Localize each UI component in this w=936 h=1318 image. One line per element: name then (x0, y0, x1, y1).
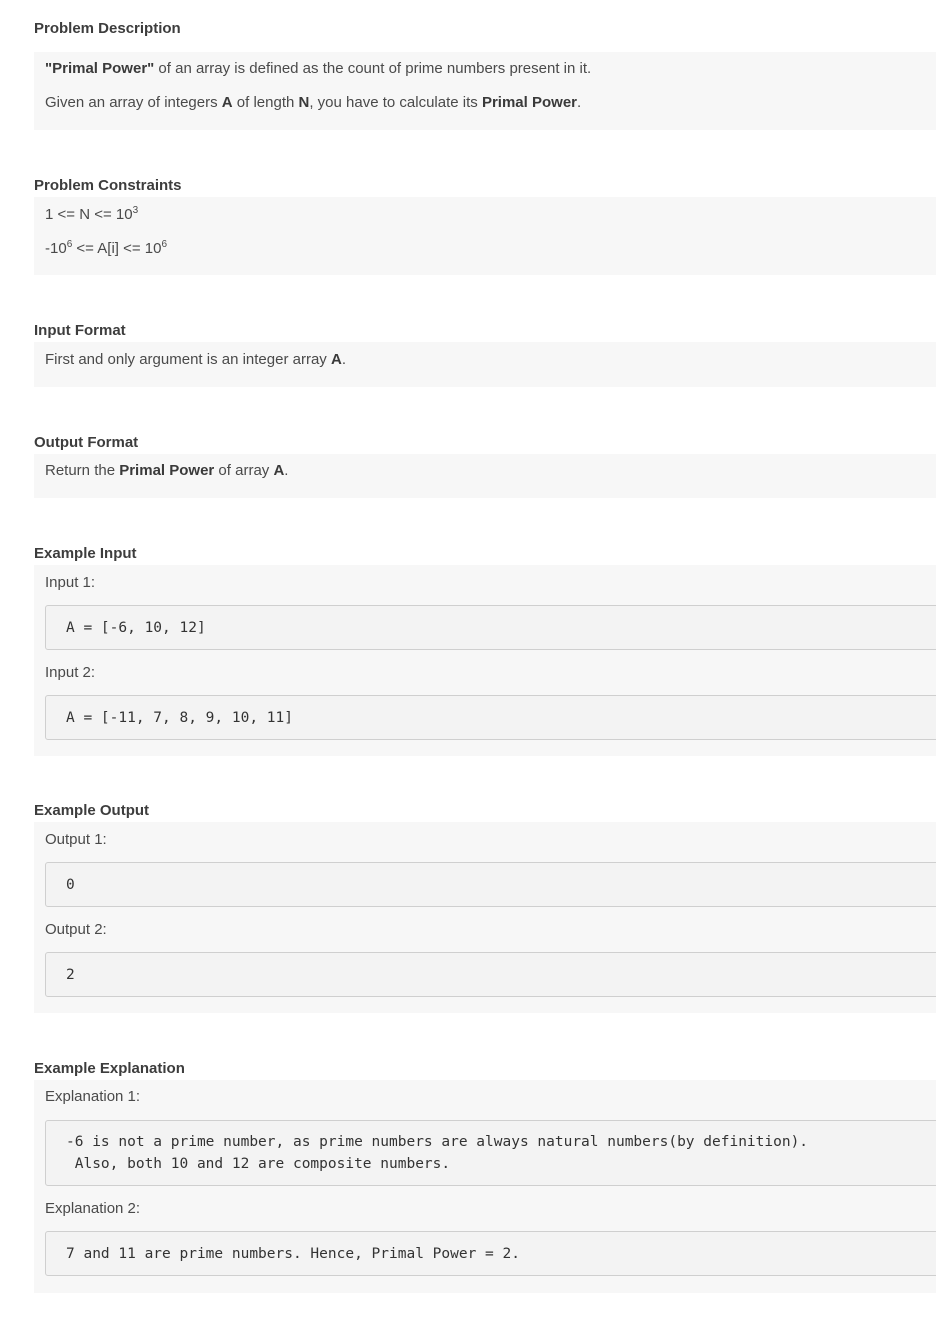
problem-description-heading: Problem Description (34, 20, 181, 37)
output-format-end: . (284, 462, 289, 479)
output-format-primal-power: Primal Power (119, 462, 215, 479)
explanation-2-label: Explanation 2: (45, 1200, 141, 1217)
example-explanation-heading: Example Explanation (34, 1060, 185, 1077)
description-line-2-text-c: , you have to calculate its (309, 94, 482, 111)
problem-constraints-box (34, 197, 936, 275)
constraint-n (45, 206, 138, 224)
primal-power-term: "Primal Power" (45, 60, 155, 77)
constraint-a (45, 240, 167, 258)
input-format-end: . (341, 351, 346, 368)
input-format-array-name: A (330, 351, 342, 368)
input-2-code-block: A = [-11, 7, 8, 9, 10, 11] (45, 695, 936, 740)
constraint-a-text-b: <= A[i] <= 10 (72, 240, 162, 257)
description-line-1 (45, 60, 591, 78)
description-line-1-text: of an array is defined as the count of prime numbers present in it. (154, 60, 592, 77)
problem-constraints-heading: Problem Constraints (34, 177, 182, 194)
description-line-2 (45, 94, 581, 112)
output-format-text-a: Return the (45, 462, 120, 479)
input-1-label: Input 1: (45, 574, 96, 591)
output-format-array-name: A (273, 462, 285, 479)
primal-power-bold: Primal Power (481, 94, 577, 111)
example-input-heading: Example Input (34, 545, 137, 562)
explanation-1-line-2: Also, both 10 and 12 are composite numbers. (66, 1156, 451, 1172)
input-format-heading: Input Format (34, 322, 126, 339)
array-name-a: A (221, 94, 233, 111)
constraint-n-text: 1 <= N <= 10 (45, 206, 133, 223)
constraint-a-exponent-2: 6 (161, 239, 168, 250)
description-line-2-text-a: Given an array of integers (45, 94, 222, 111)
input-2-label: Input 2: (45, 664, 96, 681)
length-name-n: N (298, 94, 310, 111)
explanation-2-code-block: 7 and 11 are prime numbers. Hence, Primal Power = 2. (45, 1231, 936, 1276)
constraint-n-exponent: 3 (132, 205, 139, 216)
description-line-2-end: . (577, 94, 582, 111)
description-line-2-text-b: of length (232, 94, 299, 111)
output-1-code-block: 0 (45, 862, 936, 907)
example-output-heading: Example Output (34, 802, 150, 819)
output-1-label: Output 1: (45, 831, 107, 848)
input-format-text-a: First and only argument is an integer array (45, 351, 331, 368)
output-2-code-block: 2 (45, 952, 936, 997)
constraint-a-text-a: -10 (45, 240, 67, 257)
input-format-text (45, 351, 346, 369)
output-format-heading: Output Format (34, 434, 139, 451)
output-format-text-b: of array (214, 462, 274, 479)
output-2-label: Output 2: (45, 921, 107, 938)
output-format-text (45, 462, 288, 480)
constraint-a-exponent-1: 6 (66, 239, 73, 250)
explanation-1-label: Explanation 1: (45, 1088, 141, 1105)
input-1-code-block: A = [-6, 10, 12] (45, 605, 936, 650)
explanation-1-line-1: -6 is not a prime number, as prime numbers are always natural numbers(by definition). (66, 1134, 809, 1150)
explanation-1-code-block (45, 1120, 936, 1186)
